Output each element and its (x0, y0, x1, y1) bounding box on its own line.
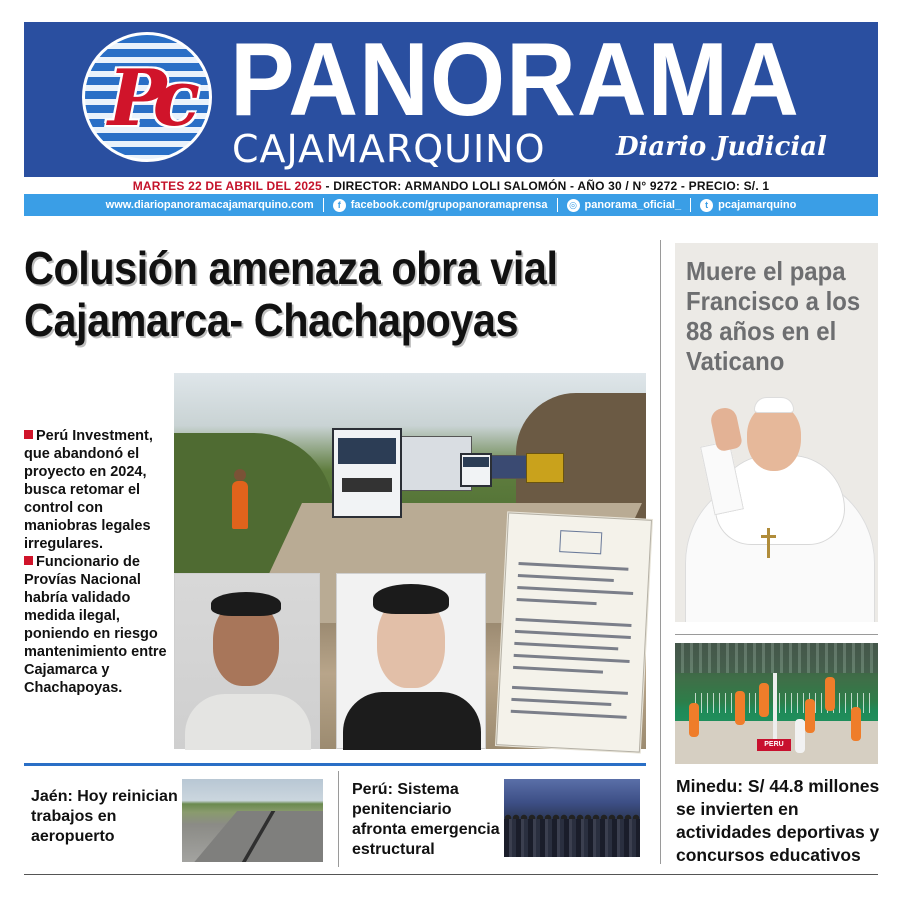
player (825, 677, 835, 711)
facebook-icon: f (333, 199, 346, 212)
bullet-item (24, 553, 174, 697)
website-link[interactable] (97, 199, 323, 211)
main-headline-line1: Colusión amenaza obra vial (24, 242, 558, 294)
worker-head (234, 469, 246, 481)
player (735, 691, 745, 725)
page-bottom-rule (24, 874, 878, 875)
twitter-handle: pcajamarquino (718, 199, 797, 211)
bullet-text-2: Funcionario de Provías Nacional habría validado medida ilegal, poniendo en riesgo mantenimiento entre Cajamarca y Chachapoyas. (24, 554, 167, 696)
net-post (773, 673, 777, 743)
doc-text-line (511, 698, 611, 706)
dateline (24, 179, 878, 193)
jaen-headline[interactable]: Jaén: Hoy reinician trabajos en aeropuerto (31, 788, 178, 845)
instagram-handle: panorama_oficial_ (584, 199, 682, 211)
suit (343, 692, 481, 750)
pope-story[interactable] (675, 243, 878, 622)
inmate-crowd (504, 819, 640, 857)
prison-headline[interactable]: Perú: Sistema penitenciario afronta emergencia estructural (352, 781, 500, 858)
volleyball-net (695, 693, 875, 713)
player (795, 719, 805, 753)
pectoral-cross-bar (761, 535, 776, 538)
bulldozer (526, 453, 564, 483)
main-story-bullets (24, 427, 174, 697)
volleyball-photo[interactable] (675, 643, 878, 764)
masthead (24, 22, 878, 177)
bullet-item (24, 427, 174, 553)
legal-document-photo[interactable] (496, 512, 652, 752)
official-portrait[interactable] (174, 573, 320, 749)
doc-text-line (516, 618, 632, 627)
newspaper-tagline: Diario Judicial (616, 132, 827, 162)
bullet-square-icon (24, 556, 33, 565)
doc-text-line (511, 710, 627, 719)
executive-portrait[interactable] (336, 573, 486, 749)
doc-text-line (513, 666, 603, 674)
newspaper-logo (82, 32, 212, 162)
logo-letters: Pc (107, 53, 187, 144)
section-divider-blue (24, 763, 646, 766)
doc-text-line (512, 686, 628, 695)
doc-text-line (515, 630, 631, 639)
twitter-icon: t (700, 199, 713, 212)
newspaper-title: PANORAMA (230, 22, 800, 138)
peru-flag: PERU (757, 739, 791, 751)
minedu-headline[interactable]: Minedu: S/ 44.8 millones se invierten en actividades deportivas y concursos educativos (676, 776, 880, 865)
runway (187, 811, 323, 862)
issue-details: - DIRECTOR: ARMANDO LOLI SALOMÓN - AÑO 30 / N° 9272 - PRECIO: S/. 1 (321, 179, 770, 193)
doc-text-line (517, 586, 633, 595)
pope-face (747, 405, 801, 471)
stadium-crowd (675, 643, 878, 673)
facebook-link[interactable] (324, 199, 557, 212)
main-headline[interactable] (24, 242, 654, 346)
main-headline-line2: Cajamarca- Chachapoyas (24, 294, 519, 346)
facebook-handle: facebook.com/grupopanoramaprensa (350, 199, 548, 211)
hair (211, 592, 281, 616)
bullet-square-icon (24, 430, 33, 439)
doc-text-line (517, 598, 597, 605)
doc-text-line (514, 642, 618, 650)
social-bar (24, 194, 878, 216)
player (689, 703, 699, 737)
column-divider (338, 771, 339, 867)
shirt (185, 694, 311, 750)
twitter-link[interactable] (691, 199, 805, 212)
pope-headline: Muere el papa Francisco a los 88 años en el Vaticano (686, 256, 861, 376)
issue-date: MARTES 22 DE ABRIL DEL 2025 (132, 179, 322, 193)
hair (373, 584, 449, 614)
player (759, 683, 769, 717)
road-worker (232, 481, 248, 529)
doc-text-line (518, 562, 628, 571)
document-stamp (559, 530, 602, 554)
airport-photo[interactable] (182, 779, 323, 862)
newspaper-subtitle: CAJAMARQUINO (232, 127, 546, 171)
doc-text-line (518, 574, 614, 582)
website-url: www.diariopanoramacajamarquino.com (105, 199, 314, 211)
bullet-text-1: Perú Investment, que abandonó el proyecto en 2024, busca retomar el control con maniobras legales irregulares. (24, 428, 153, 552)
section-divider (675, 634, 878, 635)
instagram-link[interactable] (558, 199, 691, 212)
prison-photo[interactable] (504, 779, 640, 857)
player (805, 699, 815, 733)
pectoral-cross-icon (767, 528, 770, 558)
player (851, 707, 861, 741)
column-divider (660, 240, 661, 864)
zucchetto (755, 398, 793, 412)
instagram-icon: ◎ (567, 199, 580, 212)
doc-text-line (514, 654, 630, 663)
